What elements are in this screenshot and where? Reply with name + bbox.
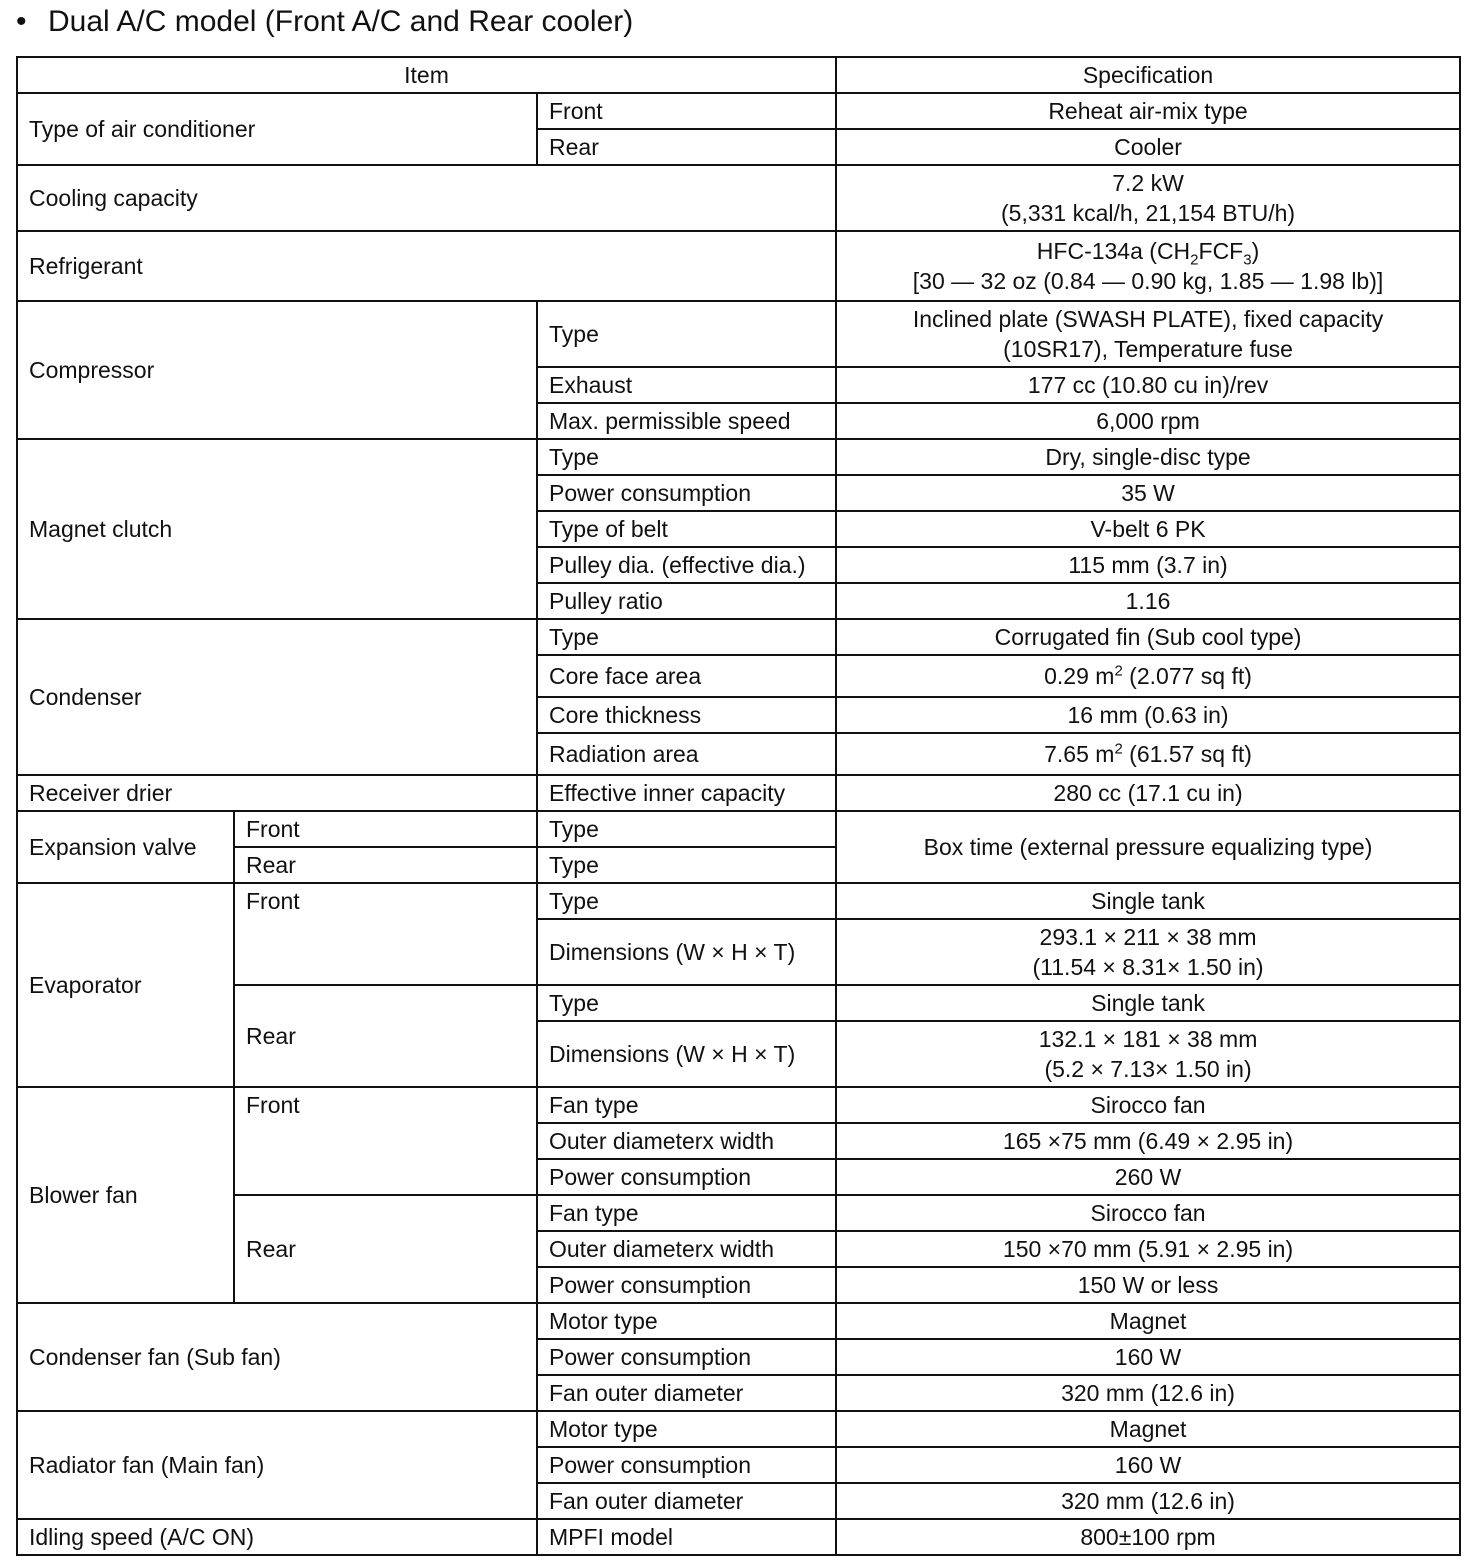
sub-label: Rear bbox=[234, 1195, 537, 1303]
spec-line: (5,331 kcal/h, 21,154 BTU/h) bbox=[1001, 200, 1296, 226]
spec-line: [30 — 32 oz (0.84 — 0.90 kg, 1.85 — 1.98 lb)] bbox=[912, 268, 1384, 294]
sub-label: Dimensions (W × H × T) bbox=[537, 919, 836, 985]
sub-label: Motor type bbox=[537, 1411, 836, 1447]
sub-label: Core thickness bbox=[537, 697, 836, 733]
sub-label: Radiation area bbox=[537, 733, 836, 775]
spec-value: 115 mm (3.7 in) bbox=[836, 547, 1460, 583]
row-label-evaporator: Evaporator bbox=[17, 883, 234, 1087]
superscript: 2 bbox=[1114, 740, 1123, 758]
sub-label: MPFI model bbox=[537, 1519, 836, 1555]
sub-label: Rear bbox=[234, 985, 537, 1087]
spec-text: (61.57 sq ft) bbox=[1122, 741, 1252, 767]
sub-label: Power consumption bbox=[537, 1267, 836, 1303]
row-label-expansion: Expansion valve bbox=[17, 811, 234, 883]
spec-text: FCF bbox=[1198, 238, 1244, 264]
section-heading-text: Dual A/C model (Front A/C and Rear cooler) bbox=[48, 5, 634, 38]
sub-label: Type bbox=[537, 619, 836, 655]
table-row bbox=[17, 775, 1460, 811]
sub-label: Type bbox=[537, 847, 836, 883]
sub-label: Dimensions (W × H × T) bbox=[537, 1021, 836, 1087]
spec-value: Magnet bbox=[836, 1411, 1460, 1447]
subscript: 3 bbox=[1243, 251, 1252, 269]
spec-value: 280 cc (17.1 cu in) bbox=[836, 775, 1460, 811]
table-row bbox=[17, 1411, 1460, 1447]
table-row bbox=[17, 883, 1460, 919]
sub-label: Exhaust bbox=[537, 367, 836, 403]
sub-label: Type bbox=[537, 301, 836, 367]
sub-label: Fan outer diameter bbox=[537, 1375, 836, 1411]
spec-value: 150 W or less bbox=[836, 1267, 1460, 1303]
sub-label: Rear bbox=[234, 847, 537, 883]
sub-label: Front bbox=[537, 93, 836, 129]
sub-label: Pulley ratio bbox=[537, 583, 836, 619]
spec-value: 177 cc (10.80 cu in)/rev bbox=[836, 367, 1460, 403]
spec-value bbox=[836, 655, 1460, 697]
table-row bbox=[17, 1087, 1460, 1123]
sub-label: Type bbox=[537, 985, 836, 1021]
spec-line: 293.1 × 211 × 38 mm bbox=[1039, 924, 1257, 950]
row-label-type-ac: Type of air conditioner bbox=[17, 93, 537, 165]
spec-value: Sirocco fan bbox=[836, 1195, 1460, 1231]
superscript: 2 bbox=[1114, 662, 1123, 680]
sub-label: Type of belt bbox=[537, 511, 836, 547]
sub-label: Fan outer diameter bbox=[537, 1483, 836, 1519]
spec-value: 35 W bbox=[836, 475, 1460, 511]
spec-value: 150 ×70 mm (5.91 × 2.95 in) bbox=[836, 1231, 1460, 1267]
row-label-blower: Blower fan bbox=[17, 1087, 234, 1303]
spec-line: Inclined plate (SWASH PLATE), fixed capacity bbox=[912, 306, 1384, 332]
sub-label: Rear bbox=[537, 129, 836, 165]
sub-label: Power consumption bbox=[537, 1159, 836, 1195]
spec-value: 800±100 rpm bbox=[836, 1519, 1460, 1555]
subscript: 2 bbox=[1190, 251, 1199, 269]
spec-value: 320 mm (12.6 in) bbox=[836, 1375, 1460, 1411]
header-row bbox=[17, 57, 1460, 93]
spec-text: HFC-134a (CH bbox=[1036, 238, 1191, 264]
spec-text: (2.077 sq ft) bbox=[1122, 663, 1252, 689]
table-row bbox=[17, 811, 1460, 847]
spec-text: ) bbox=[1251, 238, 1260, 264]
sub-label: Motor type bbox=[537, 1303, 836, 1339]
spec-table bbox=[16, 56, 1461, 1556]
table-row bbox=[17, 93, 1460, 129]
spec-value: V-belt 6 PK bbox=[836, 511, 1460, 547]
spec-value: Cooler bbox=[836, 129, 1460, 165]
row-label-condenser: Condenser bbox=[17, 619, 537, 775]
table-row bbox=[17, 985, 1460, 1021]
row-label-rad-fan: Radiator fan (Main fan) bbox=[17, 1411, 537, 1519]
sub-label: Fan type bbox=[537, 1195, 836, 1231]
sub-label: Power consumption bbox=[537, 475, 836, 511]
sub-label: Pulley dia. (effective dia.) bbox=[537, 547, 836, 583]
header-specification: Specification bbox=[836, 57, 1460, 93]
table-row bbox=[17, 1519, 1460, 1555]
table-row bbox=[17, 231, 1460, 301]
row-label-refrigerant: Refrigerant bbox=[17, 231, 836, 301]
spec-value: Corrugated fin (Sub cool type) bbox=[836, 619, 1460, 655]
sub-label: Type bbox=[537, 439, 836, 475]
spec-value: Reheat air-mix type bbox=[836, 93, 1460, 129]
sub-label: Power consumption bbox=[537, 1339, 836, 1375]
spec-value: 320 mm (12.6 in) bbox=[836, 1483, 1460, 1519]
sub-label: Fan type bbox=[537, 1087, 836, 1123]
table-row bbox=[17, 1195, 1460, 1231]
sub-label: Front bbox=[234, 883, 537, 985]
table-row bbox=[17, 439, 1460, 475]
spec-value: 6,000 rpm bbox=[836, 403, 1460, 439]
spec-value bbox=[836, 919, 1460, 985]
spec-value: 260 W bbox=[836, 1159, 1460, 1195]
section-heading bbox=[16, 4, 633, 40]
sub-label: Core face area bbox=[537, 655, 836, 697]
spec-line: 7.2 kW bbox=[1112, 170, 1184, 196]
sub-label: Type bbox=[537, 883, 836, 919]
table-row bbox=[17, 619, 1460, 655]
row-label-compressor: Compressor bbox=[17, 301, 537, 439]
row-label-idling: Idling speed (A/C ON) bbox=[17, 1519, 537, 1555]
spec-value bbox=[836, 1021, 1460, 1087]
row-label-receiver: Receiver drier bbox=[17, 775, 537, 811]
spec-value bbox=[836, 733, 1460, 775]
sub-label: Power consumption bbox=[537, 1447, 836, 1483]
spec-text: 7.65 m bbox=[1044, 741, 1115, 767]
sub-label: Front bbox=[234, 1087, 537, 1195]
spec-text: 0.29 m bbox=[1044, 663, 1115, 689]
spec-line: (5.2 × 7.13× 1.50 in) bbox=[1044, 1056, 1252, 1082]
spec-value bbox=[836, 301, 1460, 367]
sub-label: Max. permissible speed bbox=[537, 403, 836, 439]
sub-label: Outer diameterx width bbox=[537, 1231, 836, 1267]
table-row bbox=[17, 301, 1460, 367]
spec-line: (10SR17), Temperature fuse bbox=[1003, 336, 1293, 362]
spec-value bbox=[836, 231, 1460, 301]
spec-value: Single tank bbox=[836, 883, 1460, 919]
table-row bbox=[17, 165, 1460, 231]
spec-line: 132.1 × 181 × 38 mm bbox=[1038, 1026, 1258, 1052]
spec-line: (11.54 × 8.31× 1.50 in) bbox=[1032, 954, 1264, 980]
table-row bbox=[17, 1303, 1460, 1339]
spec-value: Sirocco fan bbox=[836, 1087, 1460, 1123]
sub-label: Effective inner capacity bbox=[537, 775, 836, 811]
header-item: Item bbox=[17, 57, 836, 93]
spec-value: 160 W bbox=[836, 1447, 1460, 1483]
row-label-cond-fan: Condenser fan (Sub fan) bbox=[17, 1303, 537, 1411]
sub-label: Type bbox=[537, 811, 836, 847]
sub-label: Outer diameterx width bbox=[537, 1123, 836, 1159]
bullet-icon: • bbox=[16, 5, 27, 38]
spec-value: 16 mm (0.63 in) bbox=[836, 697, 1460, 733]
spec-value bbox=[836, 165, 1460, 231]
spec-value: Dry, single-disc type bbox=[836, 439, 1460, 475]
spec-value: Single tank bbox=[836, 985, 1460, 1021]
spec-value: Magnet bbox=[836, 1303, 1460, 1339]
spec-value: 160 W bbox=[836, 1339, 1460, 1375]
spec-value: 1.16 bbox=[836, 583, 1460, 619]
row-label-cooling: Cooling capacity bbox=[17, 165, 836, 231]
spec-value: 165 ×75 mm (6.49 × 2.95 in) bbox=[836, 1123, 1460, 1159]
row-label-magnet: Magnet clutch bbox=[17, 439, 537, 619]
spec-value: Box time (external pressure equalizing type) bbox=[836, 811, 1460, 883]
sub-label: Front bbox=[234, 811, 537, 847]
